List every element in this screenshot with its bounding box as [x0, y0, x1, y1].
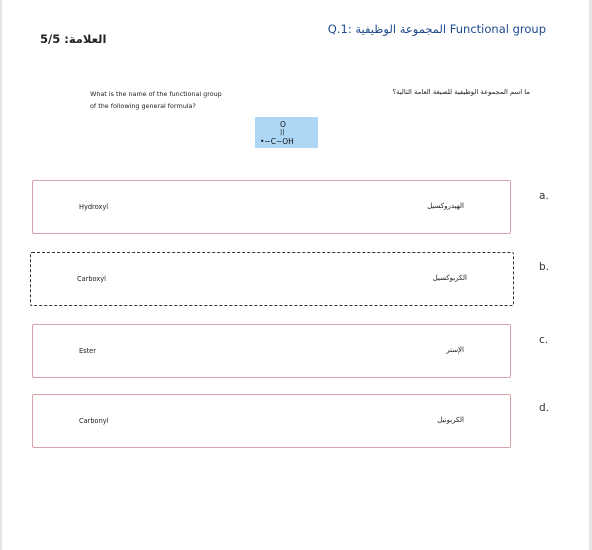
question-prompt-english — [90, 88, 290, 112]
prompt-line-2: of the following general formula? — [90, 102, 196, 110]
formula-double-bond: || — [280, 128, 285, 136]
option-d-arabic: الكربونيل — [437, 416, 464, 424]
option-b-arabic: الكربوكسيل — [432, 274, 467, 282]
option-d-english: Carbonyl — [79, 417, 109, 425]
option-b[interactable] — [30, 252, 514, 306]
option-c-arabic: الإستر — [446, 346, 464, 354]
question-prompt-arabic: ما اسم المجموعة الوظيفية للصيغة العامة التالية؟ — [392, 88, 530, 96]
option-a-arabic: الهيدروكسيل — [427, 202, 464, 210]
option-c-english: Ester — [79, 347, 96, 355]
prompt-line-1: What is the name of the functional group — [90, 90, 222, 98]
option-b-letter: .b — [539, 261, 550, 273]
option-a-letter: .a — [539, 190, 549, 202]
page-left-edge — [0, 0, 2, 550]
option-b-english: Carboxyl — [77, 275, 107, 283]
score-label: العلامة: 5/5 — [40, 32, 107, 46]
option-d[interactable] — [32, 394, 511, 448]
question-title: Functional group المجموعة الوظيفية :Q.1 — [327, 22, 546, 36]
option-c-letter: .c — [539, 334, 549, 346]
formula-oxygen: O — [280, 120, 286, 129]
option-d-letter: .d — [539, 402, 550, 414]
formula-image — [255, 117, 318, 148]
option-a[interactable] — [32, 180, 511, 234]
option-c[interactable] — [32, 324, 511, 378]
carboxyl-formula — [255, 117, 318, 148]
option-a-english: Hydroxyl — [79, 203, 109, 211]
formula-main-chain: •−C−OH — [260, 137, 294, 146]
